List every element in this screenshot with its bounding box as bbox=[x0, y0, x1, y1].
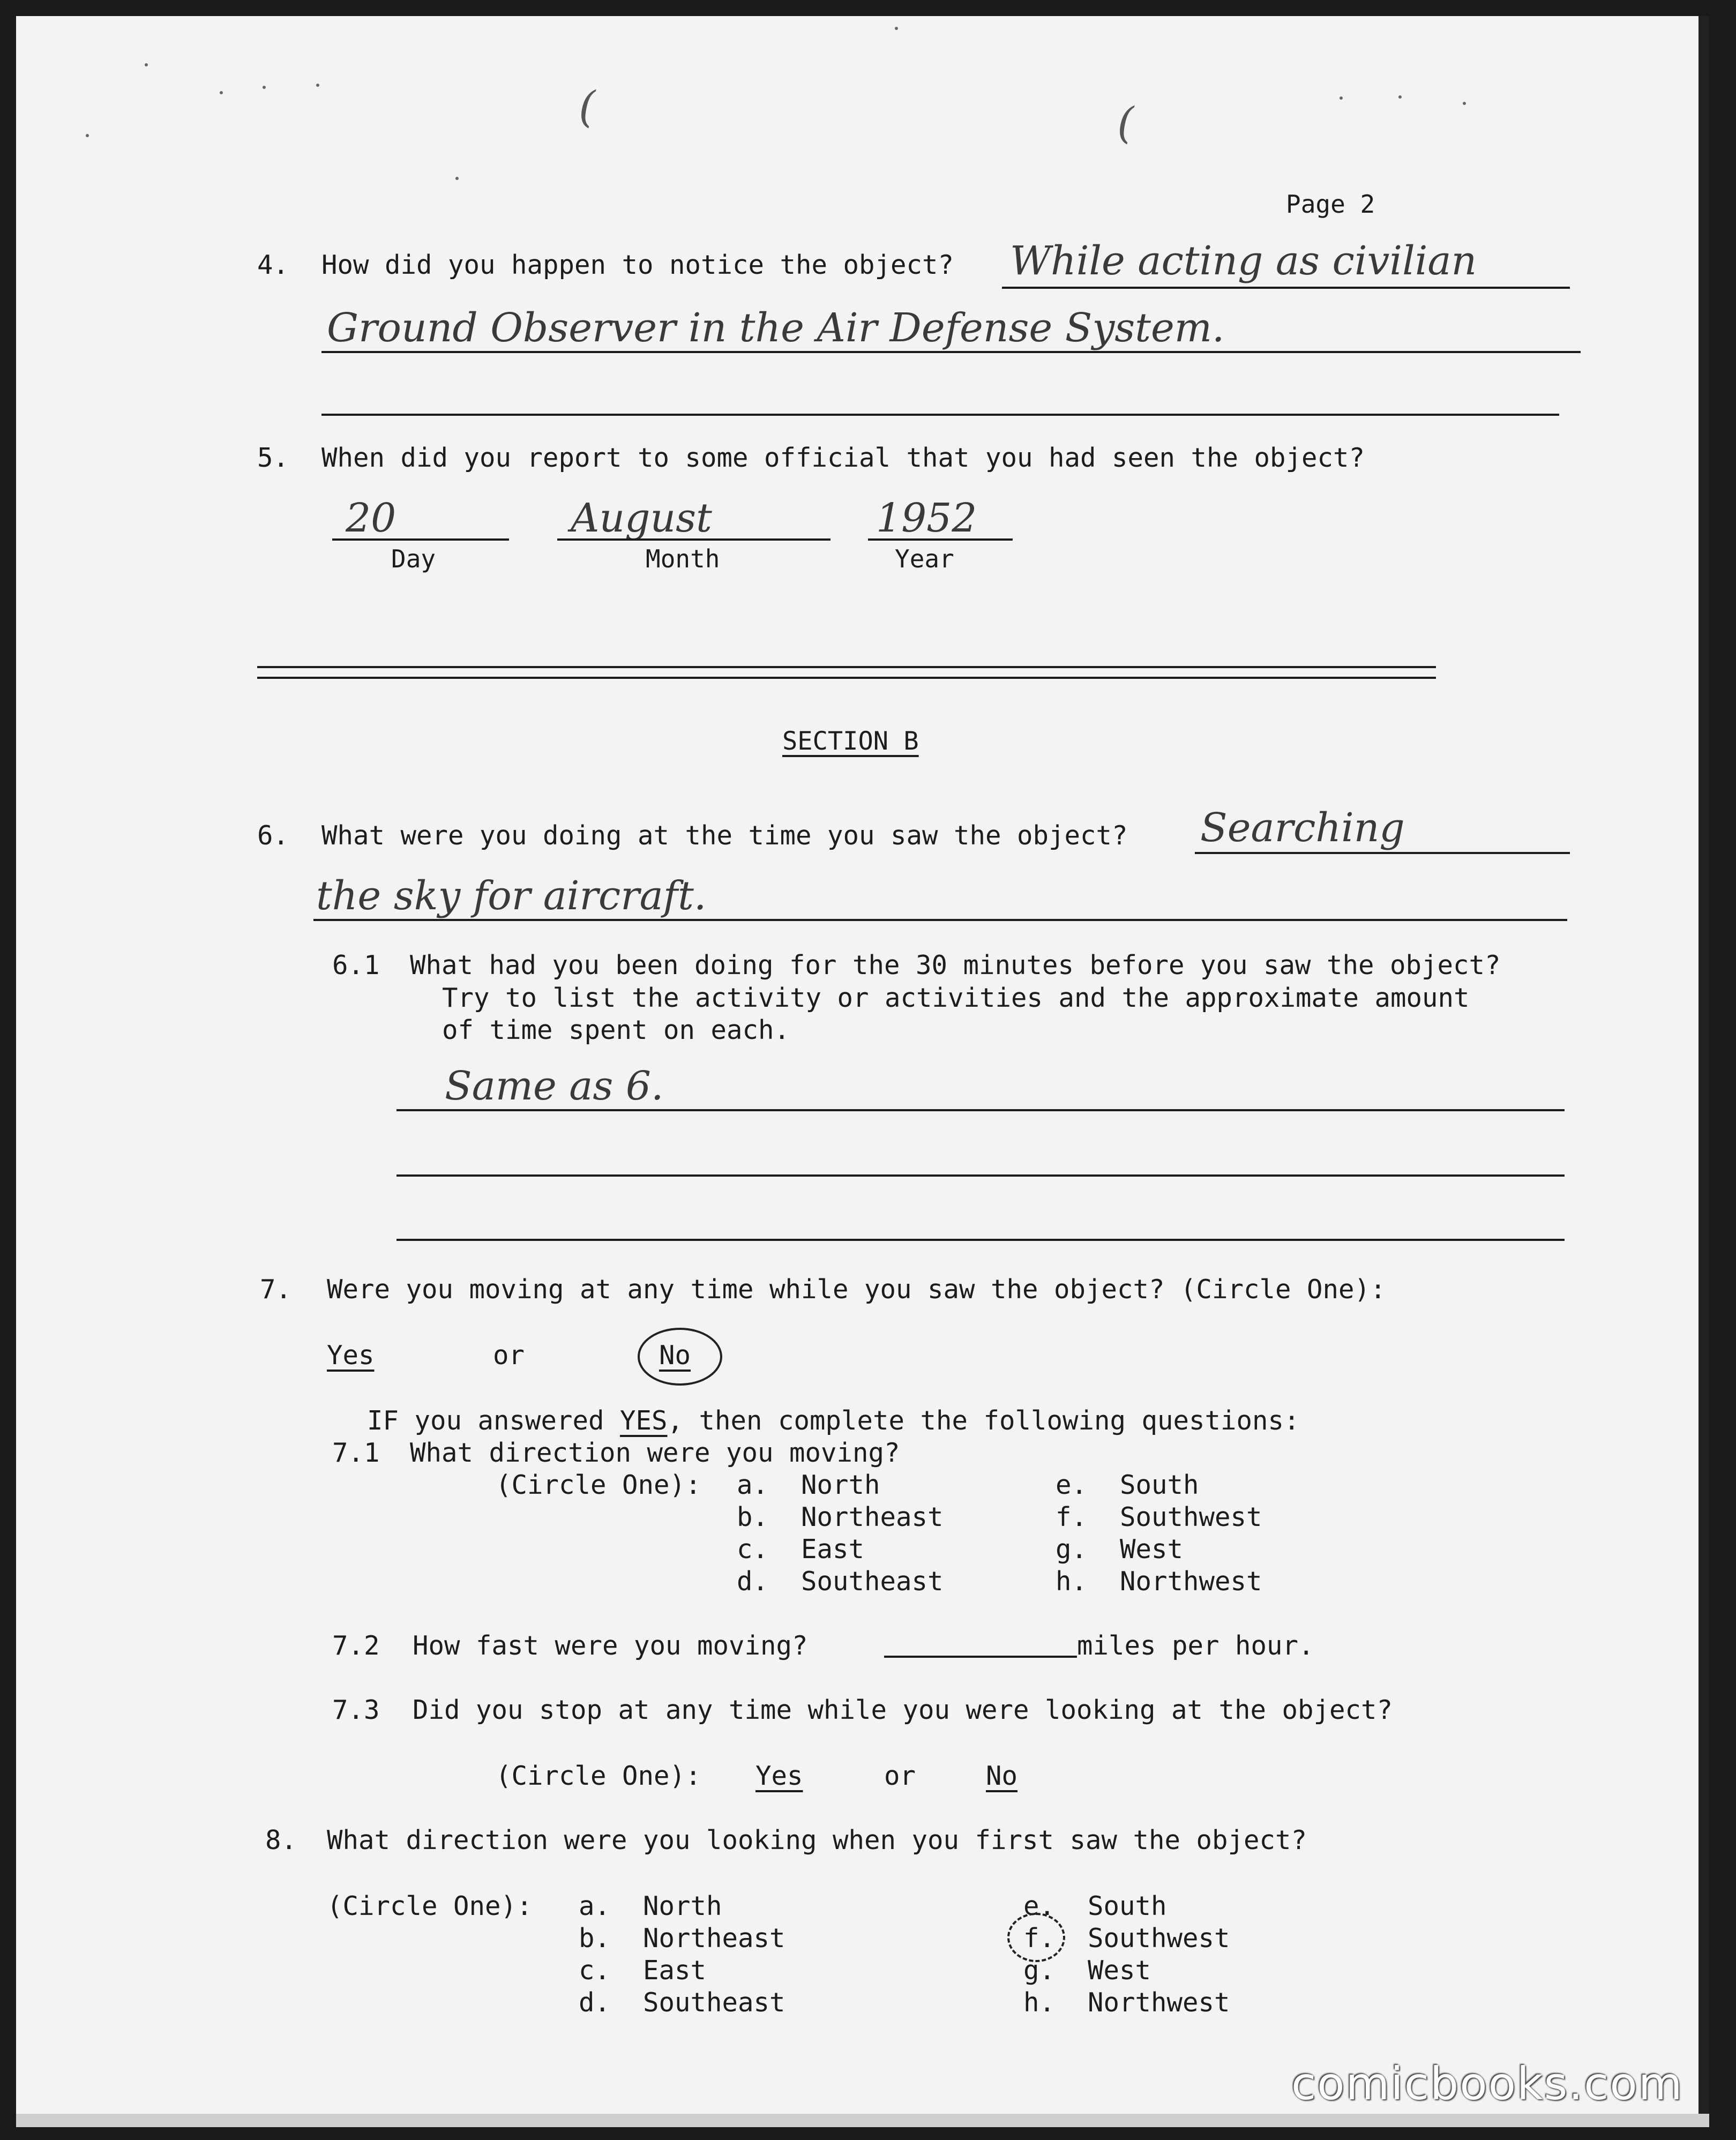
scan-speck bbox=[1340, 96, 1343, 100]
q7-1-option-letter: d. bbox=[737, 1566, 769, 1597]
q7-1-circle-one: (Circle One): bbox=[496, 1470, 701, 1500]
q7-3-question: Did you stop at any time while you were looking at the object? bbox=[413, 1695, 1393, 1725]
q8-option-letter: a. bbox=[579, 1891, 611, 1921]
q7-1-option-letter: e. bbox=[1056, 1470, 1088, 1500]
q7-yes-option: Yes bbox=[327, 1340, 375, 1371]
q7-3-yes-option: Yes bbox=[755, 1761, 803, 1791]
q7-2-question: How fast were you moving? bbox=[413, 1630, 808, 1661]
q7-2-number: 7.2 bbox=[332, 1630, 380, 1661]
q6-1-answer-line-3 bbox=[396, 1239, 1565, 1241]
page-number: Page 2 bbox=[1286, 190, 1375, 219]
q6-1-question-line1: What had you been doing for the 30 minutes before you saw the object? bbox=[410, 950, 1501, 981]
q7-no-circle-mark bbox=[638, 1328, 722, 1386]
q5-month-value: August bbox=[571, 495, 712, 541]
q8-option-south: South bbox=[1088, 1891, 1167, 1921]
q8-option-west: West bbox=[1088, 1955, 1151, 1986]
q5-number: 5. bbox=[257, 443, 289, 473]
q6-question: What were you doing at the time you saw the object? bbox=[321, 820, 1128, 851]
q7-1-option-south: South bbox=[1120, 1470, 1199, 1500]
q8-option-north: North bbox=[643, 1891, 722, 1921]
q7-1-option-north: North bbox=[801, 1470, 880, 1500]
scan-mark: ( bbox=[579, 82, 596, 132]
q8-option-northwest: Northwest bbox=[1088, 1987, 1230, 2018]
q4-answer-line-3 bbox=[321, 414, 1559, 416]
document-page bbox=[16, 16, 1709, 2127]
q6-1-answer-line-1 bbox=[396, 1109, 1565, 1111]
q7-2-suffix: miles per hour. bbox=[1077, 1630, 1314, 1661]
q7-1-option-letter: h. bbox=[1056, 1566, 1088, 1597]
q7-if-prefix: IF you answered bbox=[367, 1405, 620, 1436]
q7-2-speed-blank bbox=[884, 1656, 1077, 1658]
q6-handwritten-answer-line1: Searching bbox=[1200, 805, 1405, 851]
scan-speck bbox=[1398, 95, 1402, 99]
section-separator-bottom bbox=[257, 677, 1436, 679]
q7-question: Were you moving at any time while you saw the object? (Circle One): bbox=[327, 1274, 1386, 1305]
q6-1-question-line2: Try to list the activity or activities and the approximate amount bbox=[442, 983, 1470, 1013]
q5-month-line bbox=[557, 538, 830, 541]
q5-question: When did you report to some official that you had seen the object? bbox=[321, 443, 1365, 473]
q8-option-letter: g. bbox=[1023, 1955, 1056, 1986]
scan-speck bbox=[145, 63, 148, 66]
q8-option-letter: b. bbox=[579, 1923, 611, 1954]
q7-1-option-west: West bbox=[1120, 1534, 1184, 1565]
q8-option-letter: h. bbox=[1023, 1987, 1056, 2018]
q7-1-option-east: East bbox=[801, 1534, 865, 1565]
q7-1-option-letter: g. bbox=[1056, 1534, 1088, 1565]
q6-answer-line-1 bbox=[1195, 852, 1570, 854]
q8-option-southwest: Southwest bbox=[1088, 1923, 1230, 1954]
q8-option-letter-f-circled: f. bbox=[1023, 1923, 1056, 1954]
section-separator-top bbox=[257, 666, 1436, 668]
q6-1-number: 6.1 bbox=[332, 950, 380, 981]
scan-speck bbox=[895, 27, 898, 30]
q7-1-option-letter: c. bbox=[737, 1534, 769, 1565]
q7-1-number: 7.1 bbox=[332, 1438, 380, 1468]
q5-day-value: 20 bbox=[346, 495, 396, 541]
scan-speck bbox=[220, 91, 223, 94]
q7-1-option-letter: a. bbox=[737, 1470, 769, 1500]
q4-answer-line-1 bbox=[1002, 287, 1570, 289]
q7-1-option-northwest: Northwest bbox=[1120, 1566, 1262, 1597]
q4-number: 4. bbox=[257, 250, 289, 280]
q7-or: or bbox=[493, 1340, 525, 1371]
scan-speck bbox=[263, 86, 266, 89]
q8-question: What direction were you looking when you first saw the object? bbox=[327, 1825, 1307, 1855]
site-watermark: comicbooks.com bbox=[1291, 2057, 1683, 2110]
q7-1-option-southwest: Southwest bbox=[1120, 1502, 1262, 1532]
q7-3-or: or bbox=[884, 1761, 916, 1791]
scan-bottom-edge bbox=[16, 2114, 1709, 2127]
q5-year-line bbox=[868, 538, 1013, 541]
q5-year-value: 1952 bbox=[876, 495, 977, 541]
q7-3-circle-one: (Circle One): bbox=[496, 1761, 701, 1791]
scan-speck bbox=[455, 177, 459, 180]
q5-year-label: Year bbox=[895, 544, 954, 573]
scan-right-edge bbox=[1698, 16, 1709, 2127]
q7-if-yes: YES bbox=[620, 1405, 668, 1436]
scan-speck bbox=[1463, 102, 1466, 105]
q4-handwritten-answer-line1: While acting as civilian bbox=[1010, 238, 1477, 284]
q6-1-question-line3: of time spent on each. bbox=[442, 1015, 790, 1045]
q8-option-letter: e. bbox=[1023, 1891, 1056, 1921]
q8-number: 8. bbox=[265, 1825, 297, 1855]
q8-option-southeast: Southeast bbox=[643, 1987, 785, 2018]
q8-option-letter: d. bbox=[579, 1987, 611, 2018]
q6-number: 6. bbox=[257, 820, 289, 851]
q6-1-handwritten-answer: Same as 6. bbox=[445, 1063, 664, 1109]
q7-3-number: 7.3 bbox=[332, 1695, 380, 1725]
q7-if-suffix: , then complete the following questions: bbox=[667, 1405, 1300, 1436]
q8-circle-one: (Circle One): bbox=[327, 1891, 533, 1921]
q4-answer-line-2 bbox=[321, 351, 1581, 353]
q7-1-option-northeast: Northeast bbox=[801, 1502, 944, 1532]
q6-1-answer-line-2 bbox=[396, 1174, 1565, 1177]
q5-day-line bbox=[332, 538, 509, 541]
scan-speck bbox=[86, 134, 89, 137]
q7-1-option-letter: b. bbox=[737, 1502, 769, 1532]
q6-answer-line-2 bbox=[313, 919, 1567, 921]
q8-option-east: East bbox=[643, 1955, 707, 1986]
q5-month-label: Month bbox=[646, 544, 720, 573]
q7-1-question: What direction were you moving? bbox=[410, 1438, 900, 1468]
q7-number: 7. bbox=[260, 1274, 292, 1305]
section-b-heading: SECTION B bbox=[782, 727, 919, 756]
q7-1-option-letter: f. bbox=[1056, 1502, 1088, 1532]
scan-speck bbox=[316, 84, 319, 87]
q6-handwritten-answer-line2: the sky for aircraft. bbox=[316, 873, 707, 919]
q7-1-option-southeast: Southeast bbox=[801, 1566, 944, 1597]
q7-no-option: No bbox=[659, 1340, 691, 1371]
q8-option-letter: c. bbox=[579, 1955, 611, 1986]
q8-option-northeast: Northeast bbox=[643, 1923, 785, 1954]
q7-if-instruction bbox=[367, 1405, 1300, 1436]
scan-mark: ( bbox=[1117, 98, 1134, 148]
q7-3-no-option: No bbox=[986, 1761, 1018, 1791]
q4-handwritten-answer-line2: Ground Observer in the Air Defense System. bbox=[327, 305, 1225, 351]
q4-question: How did you happen to notice the object? bbox=[321, 250, 954, 280]
q5-day-label: Day bbox=[391, 544, 436, 573]
